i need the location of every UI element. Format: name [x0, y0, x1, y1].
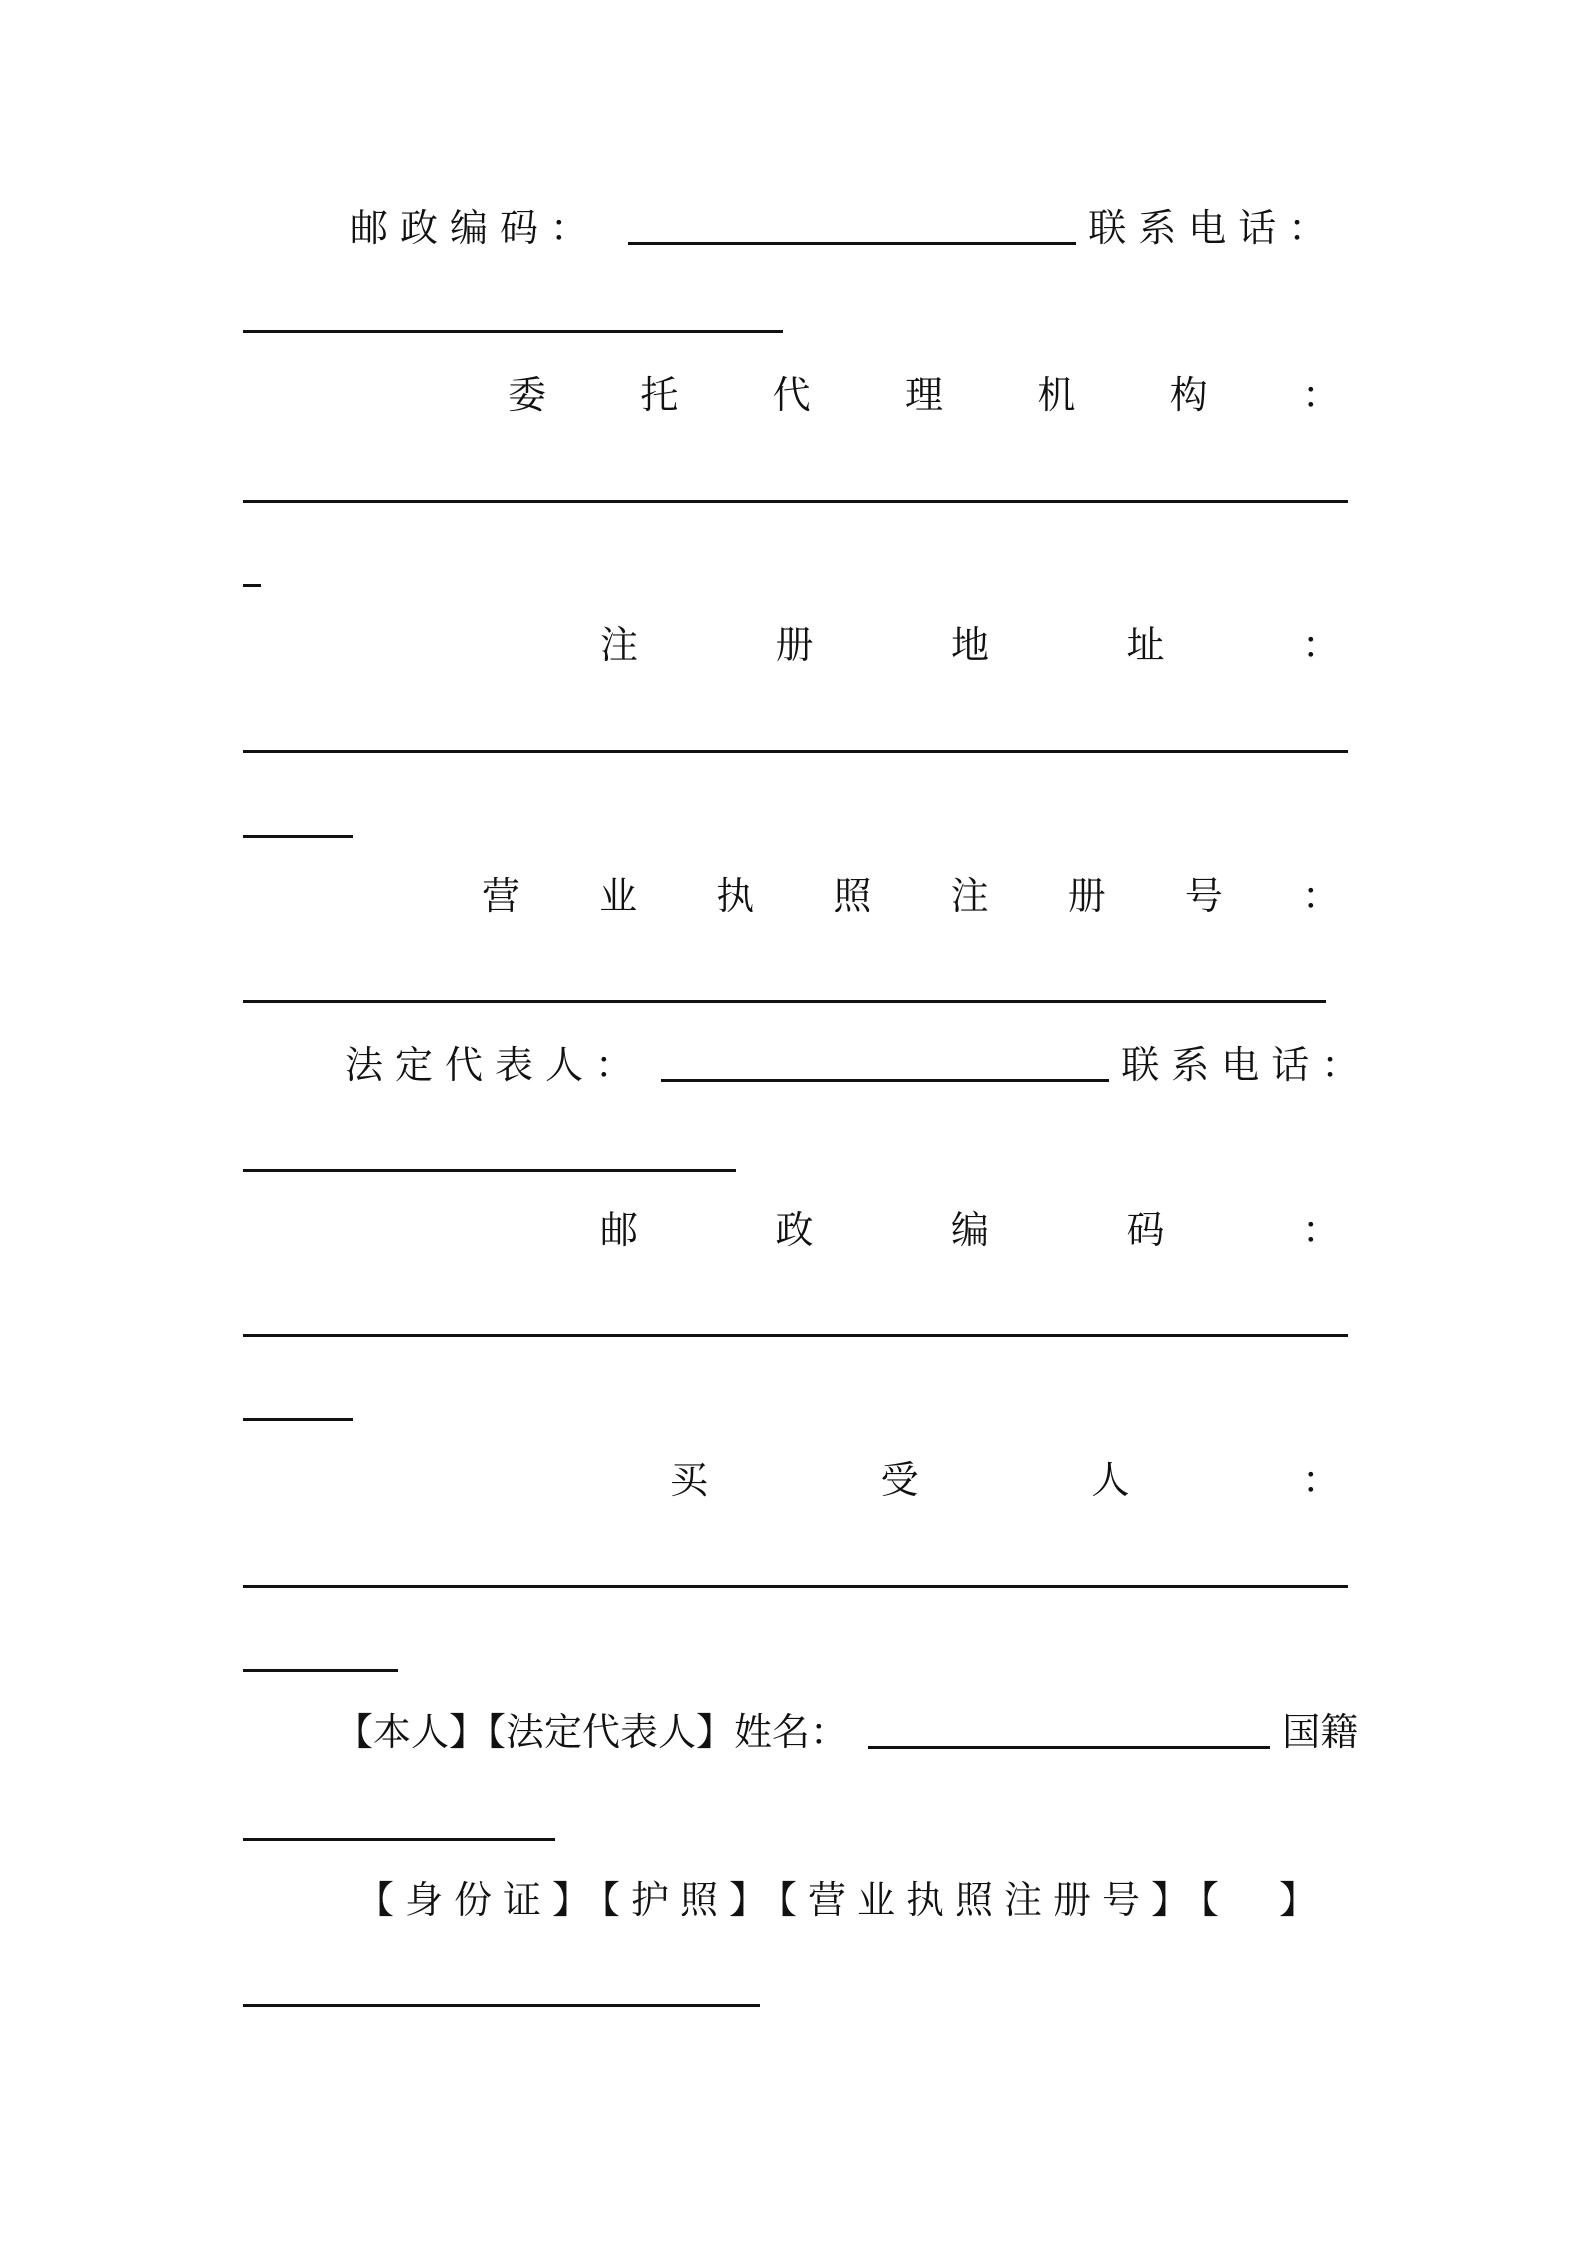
- postal2-char: ：: [1301, 1208, 1340, 1252]
- reg-addr-char: ：: [1301, 623, 1340, 667]
- reg-addr-char: 地: [950, 623, 989, 667]
- license-number-row: [482, 866, 1340, 926]
- agency-row: [508, 365, 1340, 425]
- buyer-blank-tail[interactable]: [243, 1669, 398, 1672]
- postal-code-label: 邮政编码：: [350, 206, 601, 250]
- postal2-char: 编: [950, 1208, 989, 1252]
- nationality-label: 国籍: [1282, 1710, 1359, 1754]
- license-char: 号: [1184, 874, 1223, 918]
- license-char: 营: [482, 874, 521, 918]
- postal2-blank-line[interactable]: [243, 1334, 1348, 1337]
- postal2-char: 邮: [600, 1208, 639, 1252]
- buyer-char: 买: [670, 1458, 709, 1502]
- reg-addr-char: 址: [1126, 623, 1165, 667]
- buyer-blank-line[interactable]: [243, 1585, 1348, 1588]
- agency-char: 构: [1169, 373, 1208, 417]
- legal-rep-row: [345, 1035, 1372, 1095]
- buyer-char: 人: [1091, 1458, 1130, 1502]
- postal2-blank-tail[interactable]: [243, 1418, 353, 1421]
- agency-char: 委: [508, 373, 547, 417]
- postal-code-2-row: [600, 1200, 1340, 1260]
- id-types-label: 【身份证】【护照】【营业执照注册号】【 】: [356, 1878, 1329, 1922]
- agency-char: ：: [1301, 373, 1340, 417]
- postal-code-row: [350, 198, 1350, 258]
- phone-label-1: 联系电话：: [1088, 206, 1339, 250]
- buyer-char: 受: [880, 1458, 919, 1502]
- postal2-char: 政: [775, 1208, 814, 1252]
- phone-blank-2[interactable]: [243, 1169, 736, 1172]
- license-char: ：: [1301, 874, 1340, 918]
- postal-code-blank[interactable]: [628, 242, 1076, 245]
- name-row: [335, 1702, 1359, 1762]
- license-char: 执: [716, 874, 755, 918]
- registered-address-row: [600, 615, 1340, 675]
- agency-char: 代: [772, 373, 811, 417]
- name-prefix-label: 【本人】【法定代表人】姓名：: [335, 1710, 849, 1754]
- reg-addr-char: 册: [775, 623, 814, 667]
- agency-char: 托: [640, 373, 679, 417]
- name-blank[interactable]: [868, 1746, 1270, 1749]
- id-types-row: [356, 1870, 1346, 1930]
- license-char: 注: [950, 874, 989, 918]
- reg-addr-blank-line[interactable]: [243, 750, 1348, 753]
- license-blank-line[interactable]: [243, 1000, 1326, 1003]
- legal-rep-label: 法定代表人：: [345, 1043, 646, 1087]
- id-number-blank[interactable]: [243, 2004, 760, 2007]
- phone-blank-1[interactable]: [243, 330, 783, 333]
- buyer-char: ：: [1301, 1458, 1340, 1502]
- legal-rep-blank[interactable]: [661, 1079, 1109, 1082]
- license-char: 册: [1067, 874, 1106, 918]
- buyer-row: [670, 1450, 1340, 1510]
- reg-addr-blank-tail[interactable]: [243, 835, 353, 838]
- postal2-char: 码: [1126, 1208, 1165, 1252]
- agency-char: 机: [1037, 373, 1076, 417]
- agency-blank-line[interactable]: [243, 500, 1348, 503]
- nationality-blank[interactable]: [243, 1838, 555, 1841]
- agency-blank-tail[interactable]: [243, 584, 261, 587]
- agency-char: 理: [904, 373, 943, 417]
- reg-addr-char: 注: [600, 623, 639, 667]
- license-char: 照: [833, 874, 872, 918]
- license-char: 业: [599, 874, 638, 918]
- phone-label-2: 联系电话：: [1121, 1043, 1372, 1087]
